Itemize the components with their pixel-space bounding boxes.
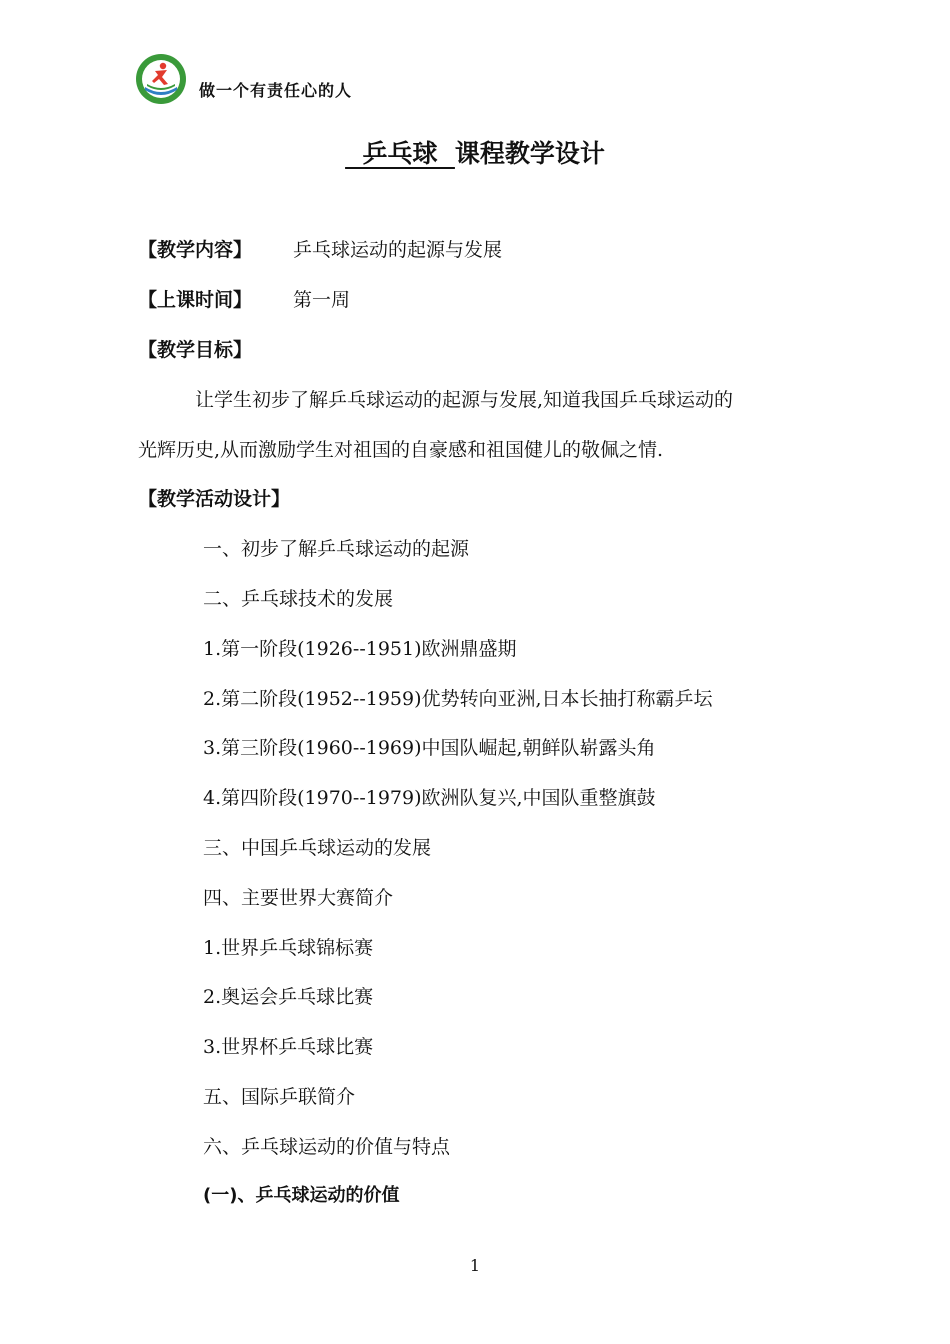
content-value: 乒乓球运动的起源与发展 [293,239,503,261]
title-suffix: 课程教学设计 [454,139,605,168]
list-item: 2.奥运会乒乓球比赛 [203,986,374,1008]
list-item: 1.世界乒乓球锦标赛 [203,937,374,959]
section-subheading: (一)、乒乓球运动的价值 [203,1185,400,1206]
page-title [0,134,950,170]
list-item: 五、国际乒联简介 [203,1086,356,1108]
list-item: 3.第三阶段(1960--1969)中国队崛起,朝鲜队崭露头角 [203,737,656,759]
content-label: 【教学内容】 [138,239,253,261]
list-item: 3.世界杯乒乓球比赛 [203,1036,374,1058]
list-item: 2.第二阶段(1952--1959)优势转向亚洲,日本长抽打称霸乒坛 [203,688,713,710]
activity-label: 【教学活动设计】 [138,488,291,510]
page-header [135,52,352,106]
time-row [138,286,351,314]
list-item: 三、中国乒乓球运动的发展 [203,837,432,859]
goal-label: 【教学目标】 [138,339,253,361]
goal-text-line-1: 让学生初步了解乒乓球运动的起源与发展,知道我国乒乓球运动的 [195,389,734,411]
goal-row [138,336,252,364]
time-label: 【上课时间】 [138,289,253,311]
list-item: 六、乒乓球运动的价值与特点 [203,1136,451,1158]
list-item: 四、主要世界大赛简介 [203,887,394,909]
activity-row [138,485,290,513]
course-subject: 乒乓球 [345,139,455,168]
content-row [138,236,503,264]
school-logo-icon [135,53,187,105]
list-item: 1.第一阶段(1926--1951)欧洲鼎盛期 [203,638,517,660]
time-value: 第一周 [293,289,351,311]
list-item: 二、乒乓球技术的发展 [203,588,394,610]
goal-text-line-2: 光辉历史,从而激励学生对祖国的自豪感和祖国健儿的敬佩之情. [138,439,664,461]
page-number: 1 [469,1256,481,1275]
list-item: 4.第四阶段(1970--1979)欧洲队复兴,中国队重整旗鼓 [203,787,656,809]
list-item: 一、初步了解乒乓球运动的起源 [203,538,470,560]
school-motto: 做一个有责任心的人 [199,80,353,100]
